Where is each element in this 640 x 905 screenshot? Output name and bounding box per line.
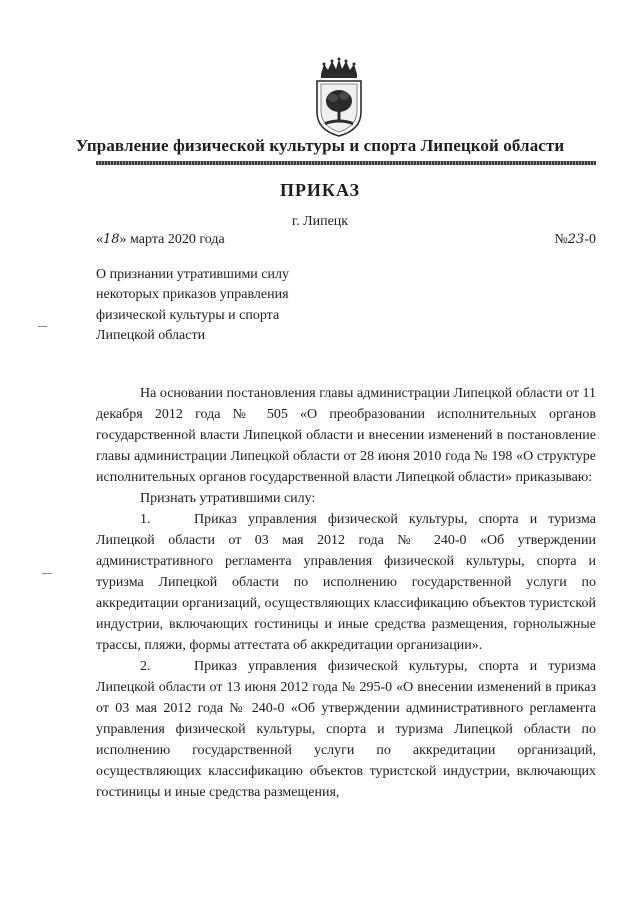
- list-item-text: Приказ управления физической культуры, спорта и туризма Липецкой области от 13 июня 2012 года № 295-0 «О внесении изменений в приказ от 03 мая 2012 года № 240-0 «Об утверждении административного регламента управления физической культуры, спорта и туризма Липецкой области по исполнению государственной услуги по аккредитации организаций, осуществляющих классификацию объектов туристской индустрии, включающих гостиницы и иные средства размещения,: [96, 659, 596, 800]
- preamble-paragraph: На основании постановления главы администрации Липецкой области от 11 декабря 2012 года № 505 «О преобразовании исполнительных органов государственной власти Липецкой области и внесении изменений в постановление главы администрации Липецкой области от 28 июня 2010 года № 198 «О структуре исполнительных органов государственной власти Липецкой области» приказываю:: [96, 386, 596, 485]
- coat-of-arms-emblem: [309, 56, 369, 138]
- order-number: [554, 232, 596, 248]
- order-body: [96, 383, 596, 803]
- organization-title: Управление физической культуры и спорта Липецкой области: [75, 136, 565, 155]
- subject-line: физической культуры и спорта: [96, 307, 280, 323]
- subject-line: Липецкой области: [96, 327, 206, 343]
- date-close-quote: »: [119, 232, 127, 247]
- header-divider: [96, 161, 596, 165]
- intro-paragraph: Признать утратившими силу:: [140, 491, 316, 506]
- scan-margin-mark: [42, 573, 52, 574]
- list-item-text: Приказ управления физической культуры, спорта и туризма Липецкой области от 03 мая 2012 года № 240-0 «Об утверждении административного регламента управления физической культуры, спорта и туризма Липецкой области по исполнению государственной услуги по аккредитации организаций, осуществляющих классификацию объектов туристской индустрии, включающих гостиницы и иные средства размещения, горнолыжные трассы, пляжи, формы аттестата об аккредитации организации».: [96, 512, 596, 653]
- date-number-line: [96, 232, 596, 252]
- order-date: [96, 232, 225, 248]
- subject-line: О признании утратившими силу: [96, 267, 289, 282]
- list-item: [96, 509, 596, 656]
- number-handwritten: 23: [567, 232, 585, 247]
- list-item: [96, 656, 596, 803]
- number-prefix: №: [554, 232, 568, 247]
- date-day-handwritten: 18: [103, 232, 120, 247]
- subject-line: некоторых приказов управления: [96, 287, 289, 303]
- city-label: г. Липецк: [291, 214, 349, 229]
- number-suffix: -0: [584, 232, 596, 247]
- date-open-quote: «: [96, 232, 103, 247]
- scan-margin-mark: [38, 326, 47, 327]
- order-subject: [96, 265, 326, 346]
- list-item-number: 2.: [140, 659, 151, 674]
- list-item-number: 1.: [140, 512, 151, 527]
- date-month-year: марта 2020 года: [126, 232, 225, 247]
- document-type-title: ПРИКАЗ: [279, 180, 361, 200]
